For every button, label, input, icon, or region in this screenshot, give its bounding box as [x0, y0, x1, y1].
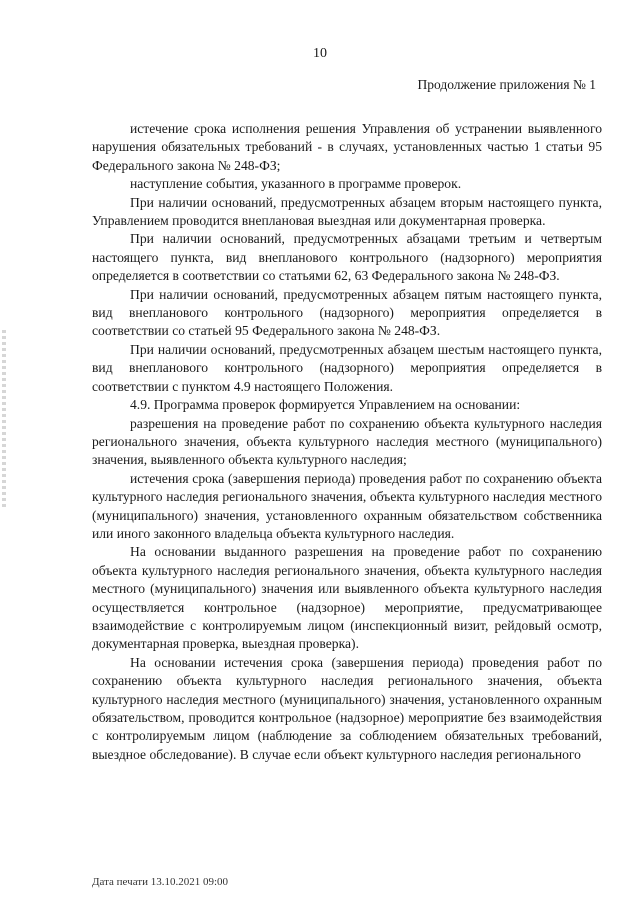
page-number: 10: [313, 46, 327, 61]
paragraph: При наличии оснований, предусмотренных абзацем шестым настоящего пункта, вид внепланового контрольного (надзорного) мероприятия определяется в соответствии с пунктом 4.9 настоящего Положения.: [92, 341, 602, 394]
paragraph: На основании выданного разрешения на проведение работ по сохранению объекта культурного наследия регионального значения, объекта культурного наследия местного (муниципального) значения или выявленного объекта культурного наследия осуществляется контрольное (надзорное) мероприятие, предусматривающее взаимодействие с контролируемым лицом (инспекционный визит, рейдовый осмотр, документарная проверка, выездная проверка).: [92, 544, 602, 652]
paragraph: истечения срока (завершения периода) проведения работ по сохранению объекта культурного наследия регионального значения, объекта культурного наследия местного (муниципального) значения, установленного охранным обязательством собственника или иного законного владельца объекта культурного наследия.: [92, 470, 602, 541]
paragraph: При наличии оснований, предусмотренных абзацем пятым настоящего пункта, вид внепланового контрольного (надзорного) мероприятия определяется в соответствии со статьей 95 Федерального закона № 248-ФЗ.: [92, 286, 602, 339]
appendix-continuation-note: Продолжение приложения № 1: [417, 77, 596, 92]
paragraph: истечение срока исполнения решения Управления об устранении выявленного нарушения обязательных требований - в случаях, установленных частью 1 статьи 95 Федерального закона № 248-ФЗ;: [92, 121, 602, 173]
paragraph: разрешения на проведение работ по сохранению объекта культурного наследия регионального значения, объекта культурного наследия местного (муниципального) значения, выявленного объекта культурного наследия;: [92, 415, 602, 468]
section-heading-4-9: 4.9. Программа проверок формируется Управлением на основании:: [130, 397, 521, 413]
print-date: Дата печати 13.10.2021 09:00: [92, 876, 229, 888]
document-body: [92, 120, 602, 764]
paragraph: наступление события, указанного в программе проверок.: [130, 176, 462, 192]
paragraph: При наличии оснований, предусмотренных абзацами третьим и четвертым настоящего пункта, вид внепланового контрольного (надзорного) мероприятия определяется в соответствии со статьями 62, 63 Федерального закона № 248-ФЗ.: [92, 231, 602, 284]
paragraph: На основании истечения срока (завершения периода) проведения работ по сохранению объекта культурного наследия регионального значения, объекта культурного наследия местного (муниципального) значения, установленного охранным обязательством, проводится контрольное (надзорное) мероприятие без взаимодействия с контролируемым лицом (наблюдение за соблюдением обязательных требований, выездное обследование). В случае если объект культурного наследия регионального: [92, 654, 602, 762]
paragraph: При наличии оснований, предусмотренных абзацем вторым настоящего пункта, Управлением проводится внеплановая выездная или документарная проверка.: [92, 194, 602, 229]
scan-margin-mark: [2, 330, 6, 510]
